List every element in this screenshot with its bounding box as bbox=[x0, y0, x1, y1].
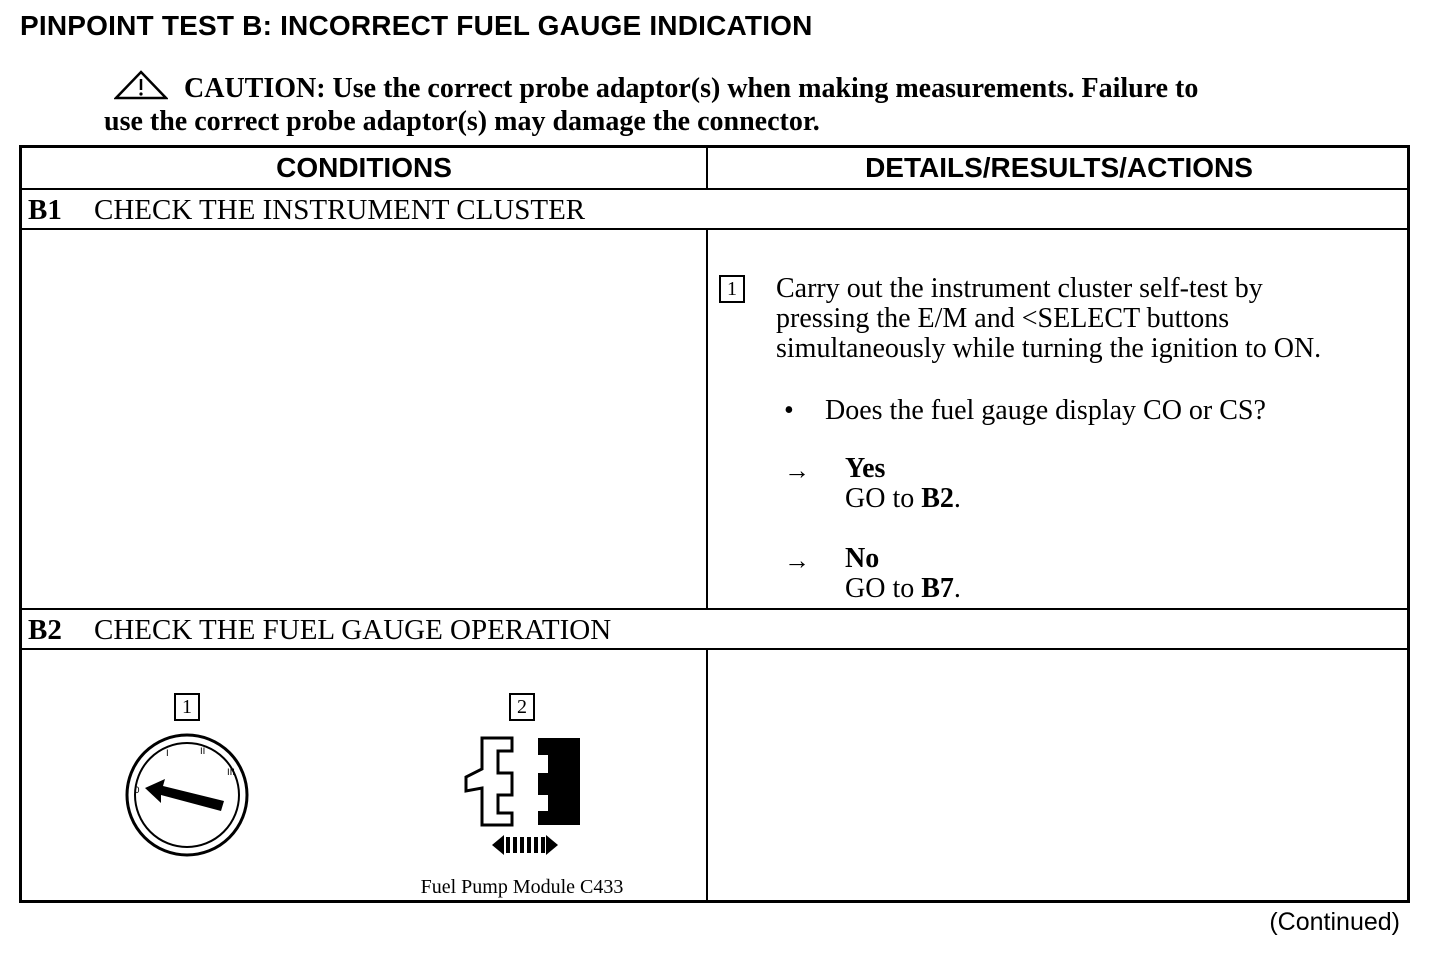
answer-yes-label: Yes bbox=[845, 453, 886, 484]
goto-b2-link: B2 bbox=[921, 483, 954, 514]
goto-b7-link: B7 bbox=[921, 573, 954, 604]
column-header-conditions: CONDITIONS bbox=[276, 152, 452, 183]
caution-block bbox=[104, 70, 1324, 137]
answer-yes-action: GO to B2. bbox=[845, 483, 961, 514]
step-b1-heading bbox=[28, 194, 585, 227]
step-b2-title: CHECK THE FUEL GAUGE OPERATION bbox=[94, 614, 612, 646]
header-row-line bbox=[22, 188, 1407, 190]
ignition-position-label: I bbox=[166, 749, 169, 759]
step-b1-instruction-line: Carry out the instrument cluster self-test by bbox=[776, 273, 1263, 304]
b2-heading-line bbox=[22, 648, 1407, 650]
fuel-pump-connector-icon bbox=[452, 733, 592, 863]
pinpoint-test-table bbox=[19, 145, 1410, 903]
step-b1-instruction-line: simultaneously while turning the ignition to ON. bbox=[776, 333, 1322, 364]
step-b1-title: CHECK THE INSTRUMENT CLUSTER bbox=[94, 194, 586, 226]
caution-line-1 bbox=[104, 70, 1324, 107]
caution-text-line-2: use the correct probe adaptor(s) may damage the connector. bbox=[104, 106, 820, 137]
step-b1-instruction-line: pressing the E/M and <SELECT buttons bbox=[776, 303, 1230, 334]
continued-label: (Continued) bbox=[1269, 908, 1400, 936]
b2-column-divider bbox=[706, 648, 708, 900]
answer-no-label: No bbox=[845, 543, 880, 574]
ignition-position-label: 0 bbox=[134, 786, 140, 796]
right-arrow-icon: → bbox=[784, 456, 810, 485]
column-header-details: DETAILS/RESULTS/ACTIONS bbox=[865, 152, 1253, 183]
figure-2-caption: Fuel Pump Module C433 bbox=[420, 876, 624, 898]
step-b1-question: Does the fuel gauge display CO or CS? bbox=[825, 395, 1266, 426]
step-b2-heading bbox=[28, 614, 611, 647]
step-b1-number-box: 1 bbox=[719, 275, 745, 303]
caution-text-line-1: CAUTION: Use the correct probe adaptor(s) when making measurements. Failure to bbox=[184, 72, 1199, 104]
step-b1-code: B1 bbox=[28, 194, 62, 226]
bullet-icon: • bbox=[784, 395, 794, 426]
page-title: PINPOINT TEST B: INCORRECT FUEL GAUGE INDICATION bbox=[20, 10, 813, 41]
warning-triangle-icon bbox=[114, 70, 168, 107]
b1-heading-line bbox=[22, 228, 1407, 230]
ignition-position-label: III bbox=[227, 768, 235, 778]
answer-yes bbox=[845, 454, 961, 514]
step-b1-instruction bbox=[776, 274, 1321, 364]
right-arrow-icon: → bbox=[784, 546, 810, 575]
ignition-switch-icon bbox=[117, 733, 257, 858]
ignition-position-label: II bbox=[200, 747, 206, 757]
b1-column-divider bbox=[706, 228, 708, 608]
step-b2-code: B2 bbox=[28, 614, 62, 646]
header-divider bbox=[706, 148, 708, 188]
answer-no-action: GO to B7. bbox=[845, 573, 961, 604]
answer-no bbox=[845, 544, 961, 604]
b1-bottom-line bbox=[22, 608, 1407, 610]
figure-2-number-box: 2 bbox=[509, 693, 535, 721]
figure-1-number-box: 1 bbox=[174, 693, 200, 721]
